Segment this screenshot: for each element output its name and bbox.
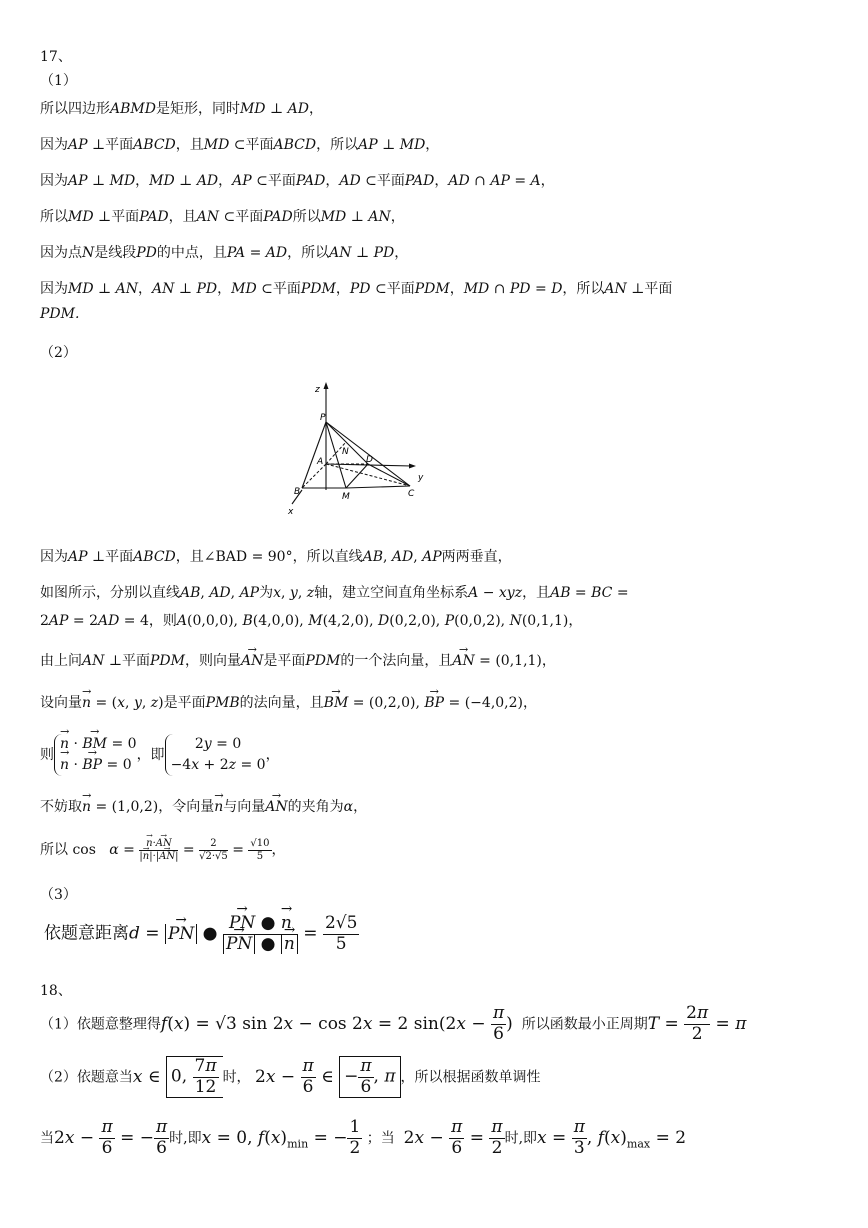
q17-line-12: 设向量→ n = (x, y, z)是平面PMB的法向量，且→ BM = (0,2,0), → BP = (−4,0,2)， bbox=[40, 692, 537, 712]
label-z: z bbox=[315, 385, 320, 395]
pyramid-figure bbox=[282, 378, 432, 518]
label-D: D bbox=[366, 455, 373, 465]
q17-line-2: 因为AP ⊥平面ABCD，且MD ⊂平面ABCD，所以AP ⊥ MD， bbox=[40, 137, 440, 153]
label-P: P bbox=[320, 413, 326, 423]
q17-line-10: 2AP = 2AD = 4，则A(0,0,0), B(4,0,0), M(4,2,0), D(0,2,0), P(0,0,2), N(0,1,1)， bbox=[40, 613, 583, 629]
label-C: C bbox=[408, 489, 415, 499]
q17-line-9: 如图所示，分别以直线AB, AD, AP为x, y, z轴，建立空间直角坐标系A − xyz，且AB = BC = bbox=[40, 585, 629, 601]
q17-line-11: 由上问AN ⊥平面PDM，则向量→ AN是平面PDM的一个法向量，且→ AN = (0,1,1)， bbox=[40, 650, 556, 670]
q18-line-3: 当2x − $\frac{\pi}{6}$ = − $\frac{\pi}{6}$ 时,即x = 0, $f(x)_{min}$ = − $\frac{1}{2}$ ；当 2x − $\frac{\pi}{6}$ = $\frac{\pi}{2}$ 时,即x = $\frac{\pi}{3}$ , $f(x)_{max} = 2$ bbox=[40, 1117, 687, 1158]
q17-part3-label: （3） bbox=[40, 887, 77, 903]
q17-line-16: 依题意距离d = → PN ● → PN ● → n → PN ● → n = $\frac{2√5}{5}$ bbox=[44, 914, 359, 954]
label-x: x bbox=[288, 507, 294, 517]
q17-line-14: 不妨取→ n = (1,0,2)，令向量→ n与向量→ AN的夹角为α， bbox=[40, 796, 367, 816]
label-A: A bbox=[317, 457, 324, 467]
q18-line-1: （1）依题意整理得f(x) = √3 sin 2x − cos 2x = 2 sin(2x − $\frac{\pi}{6}$ ) 所以函数最小正周期T = $\frac{2\pi}{2}$ = π bbox=[40, 1003, 747, 1044]
q17-part2-label: （2） bbox=[40, 345, 77, 361]
q17-line-5: 因为点N是线段PD的中点，且PA = AD，所以AN ⊥ PD， bbox=[40, 245, 409, 261]
q18-line-2: （2）依题意当x ∈ 0, $\frac{7\pi}{12}$ 时， 2x − $\frac{\pi}{6}$ ∈ − $\frac{\pi}{6}$ , π ，所以根据函数单调性 bbox=[40, 1056, 541, 1097]
label-N: N bbox=[342, 447, 349, 457]
q17-line-13: 则→ n · → BM = 0 → n · → BP = 0，即2y = 0 −4x + 2z = 0， bbox=[40, 734, 280, 776]
q17-line-8: 因为AP ⊥平面ABCD，且∠BAD = 90°，所以直线AB, AD, AP两两垂直， bbox=[40, 549, 512, 565]
q17-number: 17、 bbox=[40, 49, 72, 65]
label-y: y bbox=[418, 473, 424, 483]
q17-line-1: 所以四边形ABMD是矩形，同时MD ⊥ AD， bbox=[40, 101, 323, 117]
q17-line-7: PDM. bbox=[40, 306, 80, 322]
q17-line-15: 所以 cos α = → $\frac{n\cdot\to AN}{|\to n|\cdot|\to AN|}$ = $\frac{2}{√2\cdot√5}$ = $\frac{√10}{5}$ ， bbox=[40, 838, 286, 862]
label-B: B bbox=[294, 487, 301, 497]
q17-part1-label: （1） bbox=[40, 73, 77, 89]
label-M: M bbox=[342, 492, 350, 502]
q17-line-4: 所以MD ⊥平面PAD，且AN ⊂平面PAD所以MD ⊥ AN， bbox=[40, 209, 405, 225]
q18-number: 18、 bbox=[40, 983, 72, 999]
q17-line-6: 因为MD ⊥ AN，AN ⊥ PD，MD ⊂平面PDM，PD ⊂平面PDM，MD ∩ PD = D，所以AN ⊥平面 bbox=[40, 281, 673, 297]
q17-line-3: 因为AP ⊥ MD，MD ⊥ AD，AP ⊂平面PAD，AD ⊂平面PAD，AD ∩ AP = A， bbox=[40, 173, 555, 189]
